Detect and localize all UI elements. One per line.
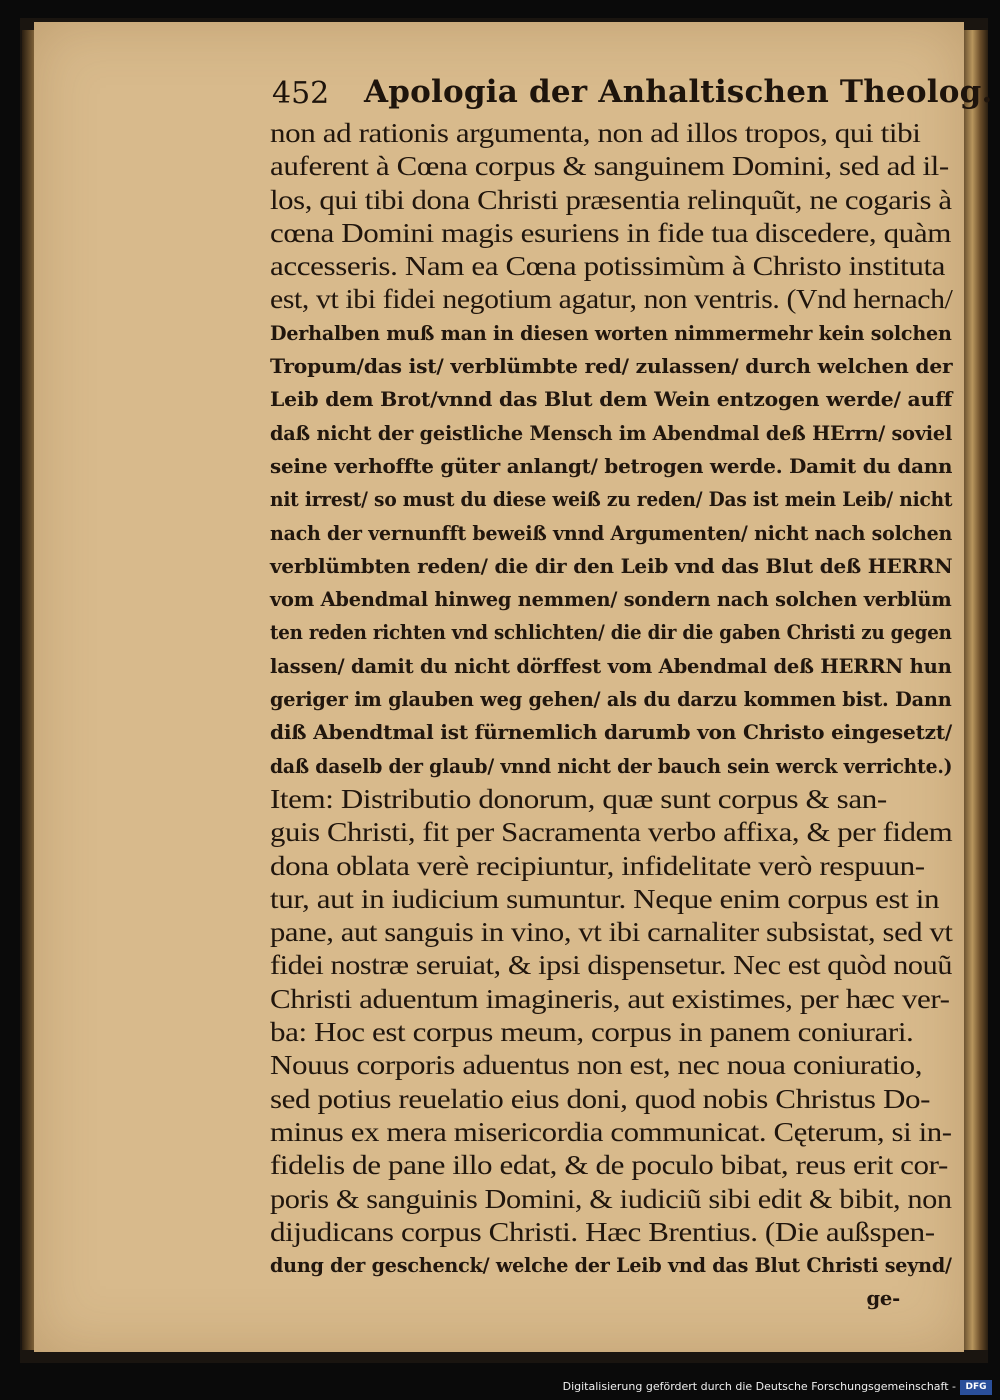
text-line: tur, aut in iudicium sumuntur. Neque enim corpus est in	[270, 883, 940, 914]
text-line: fidelis de pane illo edat, & de poculo bibat, reus erit cor-	[270, 1150, 948, 1181]
text-line: Christi aduentum imagineris, aut existimes, per hæc ver-	[270, 983, 950, 1014]
text-line: geriger im glauben weg gehen/ als du darzu kommen bist. Dann	[270, 688, 952, 712]
text-line: seine verhoffte güter anlangt/ betrogen werde. Damit du dann	[270, 454, 953, 478]
footer-bar	[0, 1378, 1000, 1400]
text-line: diß Abendtmal ist fürnemlich darumb von Christo eingesetzt/	[270, 721, 953, 745]
text-line: fidei nostræ seruiat, & ipsi dispensetur. Nec est quòd nouũ	[270, 950, 953, 981]
text-line: non ad rationis argumenta, non ad illos tropos, qui tibi	[270, 118, 921, 148]
text-line: est, vt ibi fidei negotium agatur, non ventris. (Vnd hernach/	[270, 284, 953, 315]
footer-credit: Digitalisierung gefördert durch die Deutsche Forschungsgemeinschaft -	[562, 1380, 956, 1393]
text-line: poris & sanguinis Domini, & iudiciũ sibi edit & bibit, non	[270, 1183, 952, 1214]
text-line: Nouus corporis aduentus non est, nec noua coniuratio,	[270, 1050, 923, 1081]
text-line: accesseris. Nam ea Cœna potissimùm à Christo instituta	[270, 251, 946, 282]
text-line: verblümbten reden/ die dir den Leib vnd das Blut deß HERRN	[270, 554, 953, 578]
text-line: daß daselb der glaub/ vnnd nicht der bauch sein werck verrichte.)	[270, 754, 953, 778]
text-line: daß nicht der geistliche Mensch im Abendmal deß HErrn/ soviel	[270, 421, 953, 445]
text-line: ba: Hoc est corpus meum, corpus in panem coniurari.	[270, 1017, 914, 1048]
text-line: Leib dem Brot/vnnd das Blut dem Wein entzogen werde/ auff	[270, 388, 953, 412]
text-block	[270, 117, 960, 1316]
text-line: pane, aut sanguis in vino, vt ibi carnaliter subsistat, sed vt	[270, 917, 953, 948]
text-line: lassen/ damit du nicht dörffest vom Abendmal deß HERRN hun	[270, 654, 952, 678]
text-line: Item: Distributio donorum, quæ sunt corpus & san-	[270, 783, 887, 814]
page-number: 452	[272, 76, 330, 111]
text-line: nit irrest/ so must du diese weiß zu reden/ Das ist mein Leib/ nicht	[270, 488, 953, 512]
text-line: los, qui tibi dona Christi præsentia relinquũt, ne cogaris à	[270, 184, 952, 215]
text-line: minus ex mera misericordia communicat. Cęterum, si in-	[270, 1116, 952, 1147]
text-line: dung der geschenck/ welche der Leib vnd das Blut Christi seynd/	[270, 1254, 952, 1278]
page-header	[272, 70, 993, 122]
text-line: vom Abendmal hinweg nemmen/ sondern nach solchen verblüm	[270, 588, 952, 612]
running-title: Apologia der Anhaltischen Theolog.	[364, 74, 993, 110]
text-line: ten reden richten vnd schlichten/ die dir die gaben Christi zu gegen	[270, 621, 952, 645]
text-line: nach der vernunfft beweiß vnnd Argumenten/ nicht nach solchen	[270, 521, 953, 545]
text-line: Derhalben muß man in diesen worten nimmermehr kein solchen	[270, 321, 952, 345]
text-line: dijudicans corpus Christi. Hæc Brentius. (Die außspen-	[270, 1216, 935, 1247]
text-line: guis Christi, fit per Sacramenta verbo affixa, & per fidem	[270, 817, 953, 848]
text-line: auferent à Cœna corpus & sanguinem Domini, sed ad il-	[270, 151, 949, 182]
text-line: Tropum/das ist/ verblümbte red/ zulassen/ durch welchen der	[270, 355, 953, 379]
catchword: ge-	[866, 1287, 900, 1311]
dfg-logo: DFG	[960, 1380, 992, 1395]
text-line: cœna Domini magis esuriens in fide tua discedere, quàm	[270, 217, 952, 248]
text-line: sed potius reuelatio eius doni, quod nobis Christus Do-	[270, 1083, 931, 1114]
text-line: dona oblata verè recipiuntur, infidelitate verò respuun-	[270, 850, 925, 881]
